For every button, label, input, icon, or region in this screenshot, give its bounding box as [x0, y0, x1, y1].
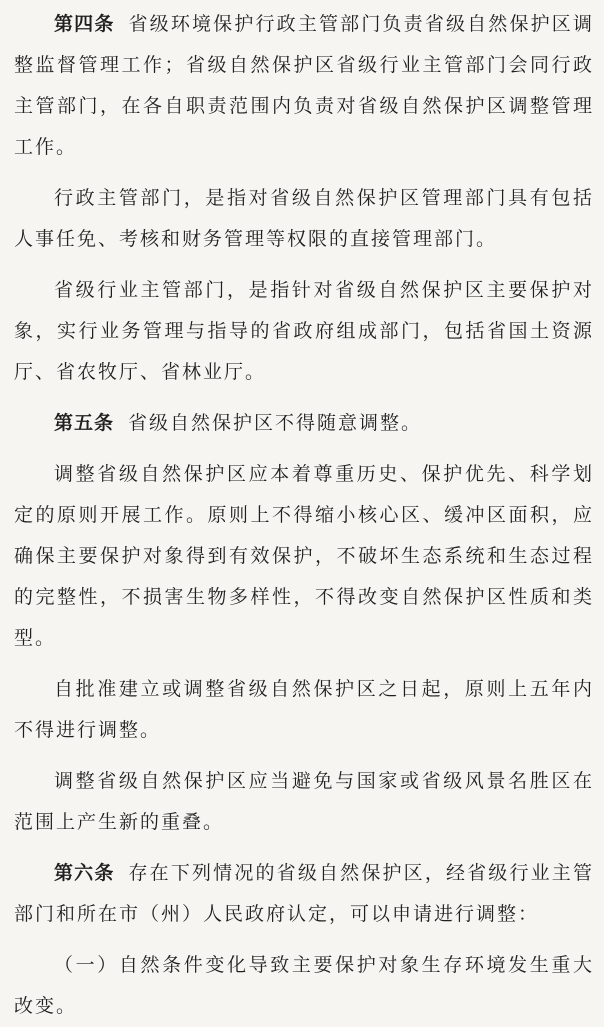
paragraph-article-4 — [14, 4, 594, 168]
article-heading: 第五条 — [54, 412, 115, 434]
paragraph-text: 调整省级自然保护区应当避免与国家或省级风景名胜区在范围上产生新的重叠。 — [14, 770, 594, 833]
paragraph-list-item — [14, 945, 594, 1027]
paragraph-article-6 — [14, 853, 594, 935]
paragraph — [14, 270, 594, 393]
paragraph-article-5 — [14, 403, 594, 444]
paragraph — [14, 454, 594, 659]
paragraph-text: 调整省级自然保护区应本着尊重历史、保护优先、科学划定的原则开展工作。原则上不得缩小核心区、缓冲区面积，应确保主要保护对象得到有效保护，不破坏生态系统和生态过程的完整性，不损害生物多样性，不得改变自然保护区性质和类型。 — [14, 463, 594, 649]
article-heading: 第四条 — [54, 13, 115, 35]
paragraph-text: 省级行业主管部门，是指针对省级自然保护区主要保护对象，实行业务管理与指导的省政府组成部门，包括省国土资源厅、省农牧厅、省林业厅。 — [14, 279, 594, 383]
paragraph — [14, 761, 594, 843]
paragraph-text: 省级自然保护区不得随意调整。 — [128, 412, 423, 434]
paragraph-text: 存在下列情况的省级自然保护区，经省级行业主管部门和所在市（州）人民政府认定，可以申请进行调整： — [14, 862, 594, 925]
paragraph — [14, 669, 594, 751]
paragraph-text: 行政主管部门，是指对省级自然保护区管理部门具有包括人事任免、考核和财务管理等权限的直接管理部门。 — [14, 187, 594, 250]
paragraph-text: 省级环境保护行政主管部门负责省级自然保护区调整监督管理工作；省级自然保护区省级行业主管部门会同行政主管部门，在各自职责范围内负责对省级自然保护区调整管理工作。 — [14, 13, 594, 158]
article-heading: 第六条 — [54, 862, 115, 884]
paragraph-text: 自批准建立或调整省级自然保护区之日起，原则上五年内不得进行调整。 — [14, 678, 594, 741]
paragraph — [14, 178, 594, 260]
paragraph-text: （一）自然条件变化导致主要保护对象生存环境发生重大改变。 — [14, 954, 594, 1017]
